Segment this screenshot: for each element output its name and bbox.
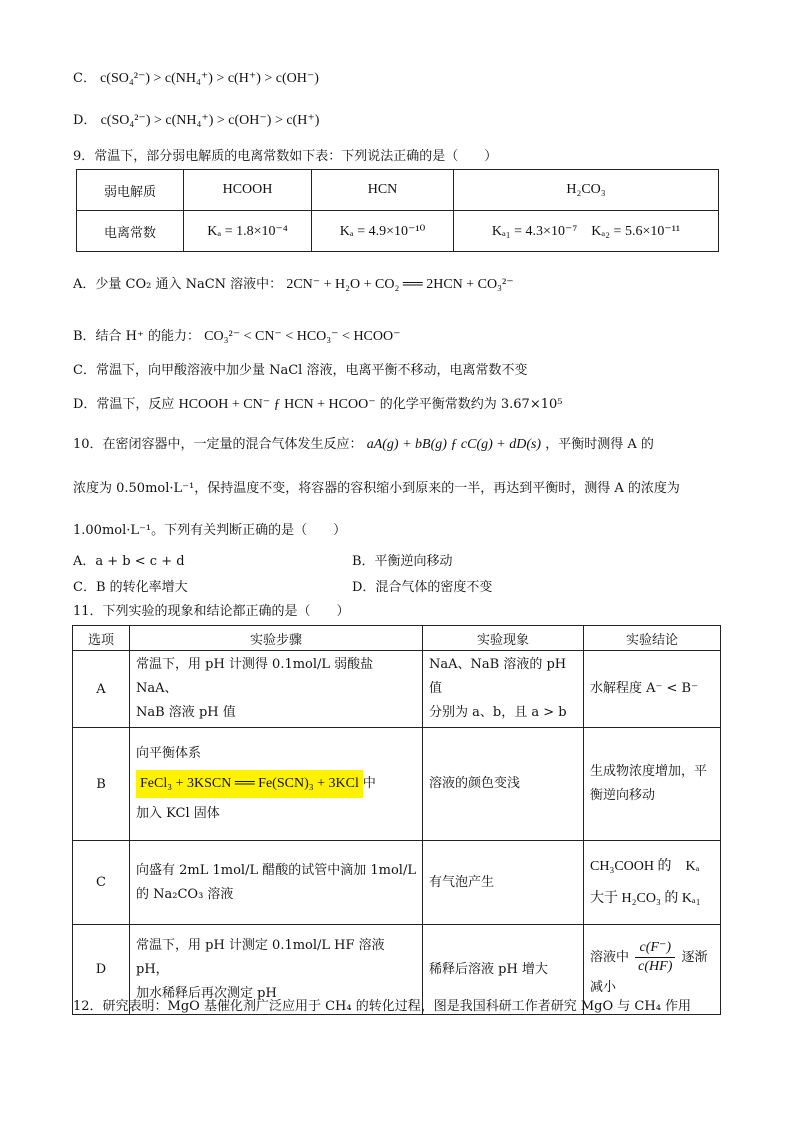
option-text: A．少量 CO₂ 通入 NaCN 溶液中： (73, 277, 283, 292)
step-text: 向平衡体系 (136, 746, 202, 761)
q9-option-c: C．常温下，向甲酸溶液中加少量 NaCl 溶液，电离平衡不移动，电离常数不变 (73, 363, 528, 378)
conclusion-text: 溶液中 (590, 950, 630, 965)
step-text: 向盛有 2mL 1mol/L 醋酸的试管中滴加 1mol/L (136, 862, 416, 878)
table-cell (130, 651, 423, 728)
option-expression: c(SO₄²⁻) > c(NH₄⁺) > c(H⁺) > c(OH⁻) (100, 71, 319, 86)
step-text: 常温下，用 pH 计测得 0.1mol/L 弱酸盐 NaA、 (136, 657, 374, 696)
table-header: 实验结论 (584, 626, 721, 651)
q8-option-d (73, 112, 319, 130)
option-equation: HCOOH + CN⁻ ƒ HCN + HCOO⁻ (178, 397, 376, 412)
option-label: D． (73, 113, 97, 128)
table-cell: 溶液的颜色变浅 (423, 728, 584, 841)
table-cell: A (73, 651, 130, 728)
table-cell: Kₐ = 1.8×10⁻⁴ (184, 211, 312, 252)
table-cell: D (73, 925, 130, 1015)
table-cell: 有气泡产生 (423, 841, 584, 925)
q10-option-c: C．B 的转化率增大 (73, 580, 188, 595)
table-header: 实验步骤 (130, 626, 423, 651)
option-equation: 2CN⁻ + H₂O + CO₂ ══ 2HCN + CO₃²⁻ (286, 277, 514, 292)
table-header: HCOOH (184, 170, 312, 211)
step-text: 加水稀释后再次测定 pH (136, 985, 277, 1001)
stem-text: ，平衡时测得 A 的 (545, 437, 654, 452)
table-cell (130, 841, 423, 925)
table-cell (584, 728, 721, 841)
q9-stem: 9．常温下，部分弱电解质的电离常数如下表：下列说法正确的是（ ） (73, 149, 498, 164)
conclusion-text: 大于 H₂CO₃ 的 Kₐ₁ (590, 890, 701, 906)
step-text: NaB 溶液 pH 值 (136, 705, 236, 720)
q11-stem: 11．下列实验的现象和结论都正确的是（ ） (73, 604, 350, 619)
ka1-value: Kₐ₁ = 4.3×10⁻⁷ (491, 223, 578, 239)
observation-text: 分别为 a、b，且 a > b (429, 705, 567, 720)
table-cell: Kₐ = 4.9×10⁻¹⁰ (312, 211, 454, 252)
table-cell (423, 651, 584, 728)
conclusion-text: 衡逆向移动 (590, 788, 656, 803)
stem-text: 10．在密闭容器中，一定量的混合气体发生反应： (73, 437, 363, 452)
fraction-denominator: c(HF) (638, 959, 673, 974)
option-text: 的化学平衡常数约为 3.67×10⁵ (379, 397, 563, 412)
table-cell (584, 841, 721, 925)
table-header: HCN (312, 170, 454, 211)
table-header: 选项 (73, 626, 130, 651)
q9-option-a (73, 276, 514, 294)
table-header: H₂CO₃ (454, 170, 719, 211)
q10-option-a: A．a + b < c + d (73, 554, 185, 569)
table-header: 实验现象 (423, 626, 584, 651)
fraction-numerator: c(F⁻) (635, 939, 675, 958)
step-text: 中 (362, 776, 376, 791)
q10-stem-line3: 1.00mol·L⁻¹。下列有关判断正确的是（ ） (73, 523, 347, 538)
conclusion-text: CH₃COOH 的 Kₐ (590, 858, 700, 874)
table-cell: 水解程度 A⁻ < B⁻ (584, 651, 721, 728)
conclusion-text: 生成物浓度增加，平 (590, 764, 708, 779)
table-header: 弱电解质 (77, 170, 184, 211)
option-expression: c(SO₄²⁻) > c(NH₄⁺) > c(OH⁻) > c(H⁺) (100, 113, 320, 128)
option-text: D．常温下，反应 (73, 397, 175, 412)
option-text: B．结合 H⁺ 的能力： (73, 329, 201, 344)
step-text: 加入 KCl 固体 (136, 806, 220, 821)
q9-option-d (73, 396, 562, 414)
q12-stem: 12．研究表明：MgO 基催化剂广泛应用于 CH₄ 的转化过程，图是我国科研工作者研究 MgO 与 CH₄ 作用 (73, 999, 692, 1014)
table-cell: B (73, 728, 130, 841)
table-cell (454, 211, 719, 252)
q9-ionization-table (76, 169, 719, 252)
q10-stem-line1 (73, 436, 654, 454)
q10-stem-line2: 浓度为 0.50mol·L⁻¹，保持温度不变，将容器的容积缩小到原来的一半，再达到平衡时，测得 A 的浓度为 (73, 481, 680, 496)
step-text: 的 Na₂CO₃ 溶液 (136, 886, 234, 902)
conclusion-text: 逐渐 (681, 950, 708, 965)
q10-option-b: B．平衡逆向移动 (352, 554, 453, 569)
step-text: 常温下，用 pH 计测定 0.1mol/L HF 溶液 pH， (136, 937, 385, 977)
concentration-fraction (635, 939, 675, 976)
table-cell: 稀释后溶液 pH 增大 (423, 925, 584, 1015)
table-cell: C (73, 841, 130, 925)
conclusion-text: 减小 (590, 980, 617, 995)
q10-option-d: D．混合气体的密度不变 (352, 580, 493, 595)
table-cell: 电离常数 (77, 211, 184, 252)
reaction-equation: aA(g) + bB(g) ƒ cC(g) + dD(s) (366, 437, 542, 452)
option-label: C． (73, 71, 96, 86)
q9-option-b (73, 328, 401, 346)
q8-option-c (73, 70, 319, 88)
observation-text: NaA、NaB 溶液的 pH 值 (429, 657, 567, 696)
ka2-value: Kₐ₂ = 5.6×10⁻¹¹ (591, 223, 681, 239)
option-equation: CO₃²⁻ < CN⁻ < HCO₃⁻ < HCOO⁻ (204, 329, 401, 344)
highlighted-equation: FeCl₃ + 3KSCN ══ Fe(SCN)₃ + 3KCl (136, 770, 363, 798)
table-cell (130, 728, 423, 841)
q11-experiment-table (72, 625, 721, 1015)
